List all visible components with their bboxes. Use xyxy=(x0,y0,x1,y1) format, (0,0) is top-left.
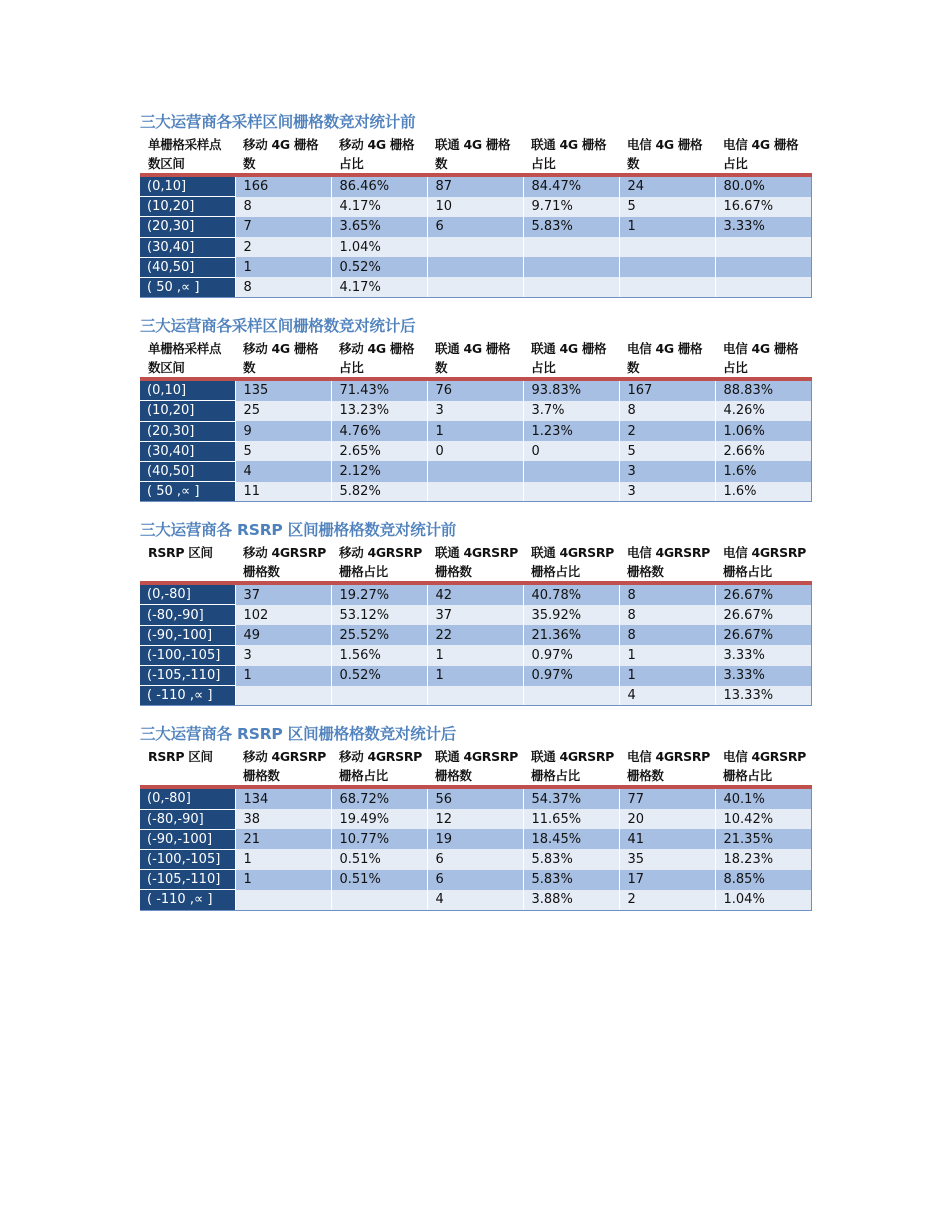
row-label: (-100,-105] xyxy=(140,645,235,665)
row-label: (0,10] xyxy=(140,175,235,197)
table-cell: 2.66% xyxy=(715,441,811,461)
stats-table xyxy=(140,338,812,502)
table-header-row xyxy=(140,542,811,583)
header-cell: 电信 4G 栅格数 xyxy=(619,134,715,175)
table-cell: 1.56% xyxy=(331,645,427,665)
table-cell: 4.17% xyxy=(331,197,427,217)
table-cell: 68.72% xyxy=(331,787,427,809)
table-cell xyxy=(427,257,523,277)
table-cell: 25.52% xyxy=(331,625,427,645)
table-cell: 93.83% xyxy=(523,379,619,401)
table-cell: 0 xyxy=(427,441,523,461)
header-cell: 移动 4G 栅格数 xyxy=(235,134,331,175)
row-label: (40,50] xyxy=(140,257,235,277)
header-cell: 移动 4GRSRP 栅格占比 xyxy=(331,542,427,583)
table-cell: 5.83% xyxy=(523,217,619,237)
header-cell: RSRP 区间 xyxy=(140,746,235,787)
table-cell: 10.42% xyxy=(715,809,811,829)
table-cell: 2 xyxy=(619,890,715,910)
table-cell: 18.23% xyxy=(715,849,811,869)
table-cell: 12 xyxy=(427,809,523,829)
table-cell: 20 xyxy=(619,809,715,829)
table-cell: 24 xyxy=(619,175,715,197)
row-label: (-80,-90] xyxy=(140,605,235,625)
table-cell: 7 xyxy=(235,217,331,237)
table-cell: 13.23% xyxy=(331,401,427,421)
table-cell: 84.47% xyxy=(523,175,619,197)
table-cell: 6 xyxy=(427,217,523,237)
table-cell: 8 xyxy=(619,401,715,421)
table-cell: 1 xyxy=(619,217,715,237)
row-label: (10,20] xyxy=(140,197,235,217)
section-title: 三大运营商各采样区间栅格数竞对统计后 xyxy=(140,317,416,336)
stats-table xyxy=(140,134,812,298)
table-cell: 8 xyxy=(235,197,331,217)
table-cell: 5 xyxy=(235,441,331,461)
table-cell: 19 xyxy=(427,829,523,849)
table-cell: 1.6% xyxy=(715,461,811,481)
header-cell: RSRP 区间 xyxy=(140,542,235,583)
table-cell: 4 xyxy=(619,686,715,706)
table-cell: 0.51% xyxy=(331,849,427,869)
table-cell: 88.83% xyxy=(715,379,811,401)
row-label: (-90,-100] xyxy=(140,829,235,849)
section-title: 三大运营商各采样区间栅格数竞对统计前 xyxy=(140,113,416,131)
table-row xyxy=(140,197,811,217)
section-title: 三大运营商各 RSRP 区间栅格格数竞对统计前 xyxy=(140,521,457,540)
header-cell: 联通 4GRSRP 栅格数 xyxy=(427,542,523,583)
table-cell: 3.33% xyxy=(715,217,811,237)
table-cell: 5 xyxy=(619,441,715,461)
table-cell: 8 xyxy=(619,605,715,625)
table-cell: 80.0% xyxy=(715,175,811,197)
table-cell: 40.78% xyxy=(523,583,619,605)
table-cell: 2 xyxy=(619,421,715,441)
table-row xyxy=(140,605,811,625)
table-cell: 6 xyxy=(427,870,523,890)
table-cell: 0 xyxy=(523,441,619,461)
table-cell: 40.1% xyxy=(715,787,811,809)
table-cell: 42 xyxy=(427,583,523,605)
table-cell: 38 xyxy=(235,809,331,829)
row-label: (30,40] xyxy=(140,237,235,257)
header-cell: 联通 4G 栅格占比 xyxy=(523,134,619,175)
table-cell: 87 xyxy=(427,175,523,197)
table-row xyxy=(140,809,811,829)
table-cell: 1 xyxy=(235,666,331,686)
table-row xyxy=(140,441,811,461)
table-cell xyxy=(523,482,619,502)
table-cell: 1 xyxy=(235,257,331,277)
header-cell: 联通 4G 栅格数 xyxy=(427,338,523,379)
table-cell xyxy=(523,237,619,257)
table-row xyxy=(140,237,811,257)
table-cell: 134 xyxy=(235,787,331,809)
table-cell xyxy=(235,890,331,910)
table-cell: 19.49% xyxy=(331,809,427,829)
table-cell xyxy=(523,686,619,706)
table-cell: 35 xyxy=(619,849,715,869)
table-cell: 22 xyxy=(427,625,523,645)
table-cell: 53.12% xyxy=(331,605,427,625)
table-cell: 8.85% xyxy=(715,870,811,890)
table-cell xyxy=(619,277,715,297)
table-cell: 11 xyxy=(235,482,331,502)
row-label: (0,-80] xyxy=(140,787,235,809)
table-cell xyxy=(523,257,619,277)
table-row xyxy=(140,645,811,665)
table-row xyxy=(140,829,811,849)
header-cell: 电信 4GRSRP 栅格数 xyxy=(619,542,715,583)
table-cell xyxy=(715,277,811,297)
header-cell: 电信 4G 栅格数 xyxy=(619,338,715,379)
table-row xyxy=(140,175,811,197)
table-cell: 19.27% xyxy=(331,583,427,605)
table-cell: 0.52% xyxy=(331,666,427,686)
table-cell: 18.45% xyxy=(523,829,619,849)
table-cell: 21.36% xyxy=(523,625,619,645)
row-label: ( 50 ,∝ ] xyxy=(140,482,235,502)
row-label: (10,20] xyxy=(140,401,235,421)
table-cell: 167 xyxy=(619,379,715,401)
table-cell xyxy=(427,461,523,481)
table-cell: 0.51% xyxy=(331,870,427,890)
table-cell: 26.67% xyxy=(715,583,811,605)
table-cell xyxy=(331,686,427,706)
header-cell: 电信 4G 栅格占比 xyxy=(715,134,811,175)
table-cell: 26.67% xyxy=(715,625,811,645)
table-cell: 1.6% xyxy=(715,482,811,502)
table-cell: 1.23% xyxy=(523,421,619,441)
table-cell: 1 xyxy=(619,666,715,686)
table-cell xyxy=(427,482,523,502)
table-cell: 21.35% xyxy=(715,829,811,849)
table-cell: 3 xyxy=(619,482,715,502)
table-cell: 5.83% xyxy=(523,849,619,869)
table-cell: 1 xyxy=(235,870,331,890)
header-cell: 联通 4G 栅格占比 xyxy=(523,338,619,379)
table-cell: 86.46% xyxy=(331,175,427,197)
table-cell: 2 xyxy=(235,237,331,257)
row-label: (-100,-105] xyxy=(140,849,235,869)
table-row xyxy=(140,666,811,686)
table-cell: 4 xyxy=(427,890,523,910)
table-cell xyxy=(619,237,715,257)
table-cell: 4.76% xyxy=(331,421,427,441)
table-cell: 2.65% xyxy=(331,441,427,461)
table-cell: 21 xyxy=(235,829,331,849)
header-cell: 移动 4G 栅格数 xyxy=(235,338,331,379)
table-cell xyxy=(523,461,619,481)
table-row xyxy=(140,379,811,401)
header-cell: 单栅格采样点数区间 xyxy=(140,134,235,175)
table-cell: 3.7% xyxy=(523,401,619,421)
table-cell: 9.71% xyxy=(523,197,619,217)
table-cell: 8 xyxy=(235,277,331,297)
table-cell: 3.33% xyxy=(715,645,811,665)
table-row xyxy=(140,421,811,441)
table-cell: 2.12% xyxy=(331,461,427,481)
table-row xyxy=(140,461,811,481)
table-cell: 4 xyxy=(235,461,331,481)
table-cell: 0.97% xyxy=(523,666,619,686)
table-cell: 1 xyxy=(427,666,523,686)
table-cell xyxy=(427,277,523,297)
table-cell: 0.52% xyxy=(331,257,427,277)
table-cell: 41 xyxy=(619,829,715,849)
row-label: ( -110 ,∝ ] xyxy=(140,890,235,910)
table-header-row xyxy=(140,746,811,787)
table-row xyxy=(140,583,811,605)
table-cell: 10.77% xyxy=(331,829,427,849)
row-label: (20,30] xyxy=(140,421,235,441)
table-cell xyxy=(427,237,523,257)
table-cell: 11.65% xyxy=(523,809,619,829)
table-cell: 17 xyxy=(619,870,715,890)
header-cell: 电信 4GRSRP 栅格占比 xyxy=(715,542,811,583)
table-cell: 102 xyxy=(235,605,331,625)
table-cell: 3.88% xyxy=(523,890,619,910)
table-cell: 5 xyxy=(619,197,715,217)
table-cell: 8 xyxy=(619,583,715,605)
table-cell: 37 xyxy=(235,583,331,605)
header-cell: 联通 4GRSRP 栅格数 xyxy=(427,746,523,787)
table-cell: 16.67% xyxy=(715,197,811,217)
table-cell: 135 xyxy=(235,379,331,401)
table-cell: 166 xyxy=(235,175,331,197)
table-cell: 5.83% xyxy=(523,870,619,890)
table-cell: 49 xyxy=(235,625,331,645)
row-label: (40,50] xyxy=(140,461,235,481)
header-cell: 联通 4G 栅格数 xyxy=(427,134,523,175)
stats-table xyxy=(140,542,812,706)
table-cell: 1.06% xyxy=(715,421,811,441)
table-cell: 4.17% xyxy=(331,277,427,297)
table-cell: 25 xyxy=(235,401,331,421)
header-cell: 移动 4G 栅格占比 xyxy=(331,134,427,175)
header-cell: 单栅格采样点数区间 xyxy=(140,338,235,379)
header-cell: 电信 4G 栅格占比 xyxy=(715,338,811,379)
row-label: (-90,-100] xyxy=(140,625,235,645)
table-cell: 77 xyxy=(619,787,715,809)
table-cell xyxy=(427,686,523,706)
table-row xyxy=(140,849,811,869)
row-label: ( 50 ,∝ ] xyxy=(140,277,235,297)
row-label: (-80,-90] xyxy=(140,809,235,829)
table-cell xyxy=(331,890,427,910)
table-cell: 1 xyxy=(427,645,523,665)
table-row xyxy=(140,870,811,890)
table-cell: 76 xyxy=(427,379,523,401)
table-cell: 10 xyxy=(427,197,523,217)
table-cell: 26.67% xyxy=(715,605,811,625)
table-cell xyxy=(523,277,619,297)
table-row xyxy=(140,787,811,809)
table-header-row xyxy=(140,338,811,379)
row-label: ( -110 ,∝ ] xyxy=(140,686,235,706)
stats-section-1 xyxy=(140,112,811,298)
header-cell: 电信 4GRSRP 栅格占比 xyxy=(715,746,811,787)
table-cell xyxy=(715,257,811,277)
stats-table xyxy=(140,746,812,910)
table-cell: 56 xyxy=(427,787,523,809)
section-title: 三大运营商各 RSRP 区间栅格格数竞对统计后 xyxy=(140,725,457,744)
table-cell: 37 xyxy=(427,605,523,625)
stats-section-2 xyxy=(140,316,811,502)
stats-section-4 xyxy=(140,724,811,910)
table-cell: 3.65% xyxy=(331,217,427,237)
table-row xyxy=(140,625,811,645)
table-cell: 13.33% xyxy=(715,686,811,706)
row-label: (0,10] xyxy=(140,379,235,401)
table-cell: 0.97% xyxy=(523,645,619,665)
table-row xyxy=(140,277,811,297)
row-label: (0,-80] xyxy=(140,583,235,605)
row-label: (-105,-110] xyxy=(140,870,235,890)
table-cell: 9 xyxy=(235,421,331,441)
table-row xyxy=(140,482,811,502)
table-row xyxy=(140,217,811,237)
table-cell: 3 xyxy=(427,401,523,421)
table-cell: 3 xyxy=(235,645,331,665)
row-label: (30,40] xyxy=(140,441,235,461)
row-label: (-105,-110] xyxy=(140,666,235,686)
header-cell: 电信 4GRSRP 栅格数 xyxy=(619,746,715,787)
table-cell: 1 xyxy=(427,421,523,441)
header-cell: 移动 4G 栅格占比 xyxy=(331,338,427,379)
table-cell: 1.04% xyxy=(331,237,427,257)
table-cell: 8 xyxy=(619,625,715,645)
table-cell: 54.37% xyxy=(523,787,619,809)
table-cell: 71.43% xyxy=(331,379,427,401)
table-cell: 1 xyxy=(619,645,715,665)
stats-section-3 xyxy=(140,520,811,706)
row-label: (20,30] xyxy=(140,217,235,237)
header-cell: 联通 4GRSRP 栅格占比 xyxy=(523,746,619,787)
table-cell: 5.82% xyxy=(331,482,427,502)
table-cell: 1.04% xyxy=(715,890,811,910)
table-row xyxy=(140,686,811,706)
table-cell xyxy=(619,257,715,277)
table-cell: 3 xyxy=(619,461,715,481)
header-cell: 联通 4GRSRP 栅格占比 xyxy=(523,542,619,583)
table-cell xyxy=(715,237,811,257)
table-row xyxy=(140,257,811,277)
table-cell: 4.26% xyxy=(715,401,811,421)
table-cell: 35.92% xyxy=(523,605,619,625)
table-header-row xyxy=(140,134,811,175)
header-cell: 移动 4GRSRP 栅格占比 xyxy=(331,746,427,787)
table-cell: 6 xyxy=(427,849,523,869)
table-cell xyxy=(235,686,331,706)
header-cell: 移动 4GRSRP 栅格数 xyxy=(235,746,331,787)
table-row xyxy=(140,401,811,421)
table-cell: 3.33% xyxy=(715,666,811,686)
table-row xyxy=(140,890,811,910)
table-cell: 1 xyxy=(235,849,331,869)
document-page xyxy=(140,112,811,929)
header-cell: 移动 4GRSRP 栅格数 xyxy=(235,542,331,583)
